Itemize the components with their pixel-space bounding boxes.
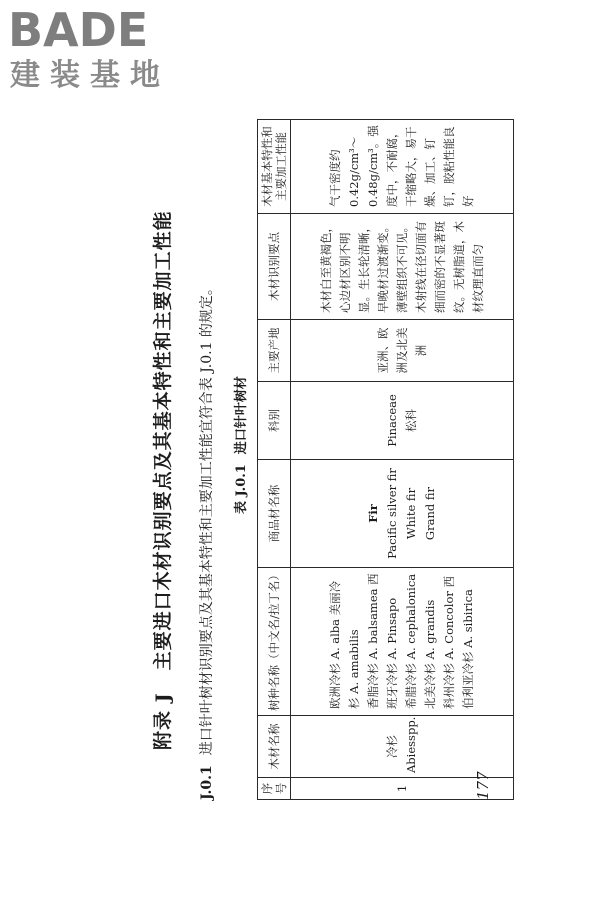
appendix-label: 附录 J: [152, 692, 174, 750]
header-identification: 木材识别要点: [258, 214, 291, 320]
trade-name: White fir: [404, 487, 418, 540]
cell-family: [291, 382, 514, 460]
header-family: 科别: [258, 382, 291, 460]
header-origin: 主要产地: [258, 320, 291, 382]
trade-name: Grand fir: [423, 486, 437, 541]
header-trade-name: 商品材名称: [258, 460, 291, 568]
family-latin: Pinaceae: [385, 394, 399, 447]
clause-number: J.0.1: [199, 765, 215, 800]
species-line: 香脂冷杉 A. balsamea 西班牙冷杉 A. Pinsapo: [366, 573, 399, 709]
cell-properties: 气干密度约 0.42g/cm³～0.48g/cm³。强度中，不耐腐，干缩略大，易干燥、加工、钉钉，胶粘性能良好: [291, 120, 514, 214]
page-number: 177: [474, 771, 492, 800]
logo-brand: BADE: [8, 3, 149, 57]
header-species: 树种名称（中文名/拉丁名）: [258, 568, 291, 716]
table-caption-text: 进口针叶树材: [234, 376, 249, 455]
species-line: 科州冷杉 A. Concolor 西伯利亚冷杉 A. sibirica: [442, 575, 475, 709]
cell-trade-name: [291, 460, 514, 568]
cell-wood-name: [291, 716, 514, 778]
clause: [196, 281, 216, 800]
wood-name-latin: Abiesspp.: [404, 716, 418, 773]
cell-no: 1: [291, 778, 514, 800]
cell-species: [291, 568, 514, 716]
table-header-row: [258, 120, 291, 800]
family-cn: 松科: [404, 409, 418, 432]
header-wood-name: 木材名称: [258, 716, 291, 778]
page-title: [148, 210, 175, 750]
appendix-title: 主要进口木材识别要点及其基本特性和主要加工性能: [152, 210, 174, 671]
trade-name: Pacific silver fir: [385, 468, 399, 559]
species-line: 欧洲冷杉 A. alba 美丽冷杉 A. amabilis: [328, 580, 361, 709]
species-line: 希腊冷杉 A. cephalonica: [404, 573, 418, 709]
logo-subtitle: 建装基地: [10, 58, 170, 93]
wood-name-cn: 冷杉: [385, 735, 399, 758]
cell-identification: 木材白至黄褐色，心边材区别不明显。生长轮清晰，早晚材过渡渐变。薄壁组织不可见。木射线在径切面有细而密的不显著斑纹。无树脂道，木材纹理直而匀: [291, 214, 514, 320]
trade-title: Fir: [366, 504, 380, 523]
header-properties: 木材基本特性和主要加工性能: [258, 120, 291, 214]
clause-text: 进口针叶树材识别要点及其基本特性和主要加工性能宜符合表 J.0.1 的规定。: [199, 281, 215, 756]
table-row: [291, 120, 514, 800]
header-no: 序号: [258, 778, 291, 800]
species-line: 北美冷杉 A. grandis: [423, 599, 437, 709]
cell-origin: 亚洲、欧洲及北美洲: [291, 320, 514, 382]
table-caption: [230, 376, 249, 514]
softwood-table: [257, 119, 514, 800]
table-caption-number: 表 J.0.1: [234, 464, 249, 514]
